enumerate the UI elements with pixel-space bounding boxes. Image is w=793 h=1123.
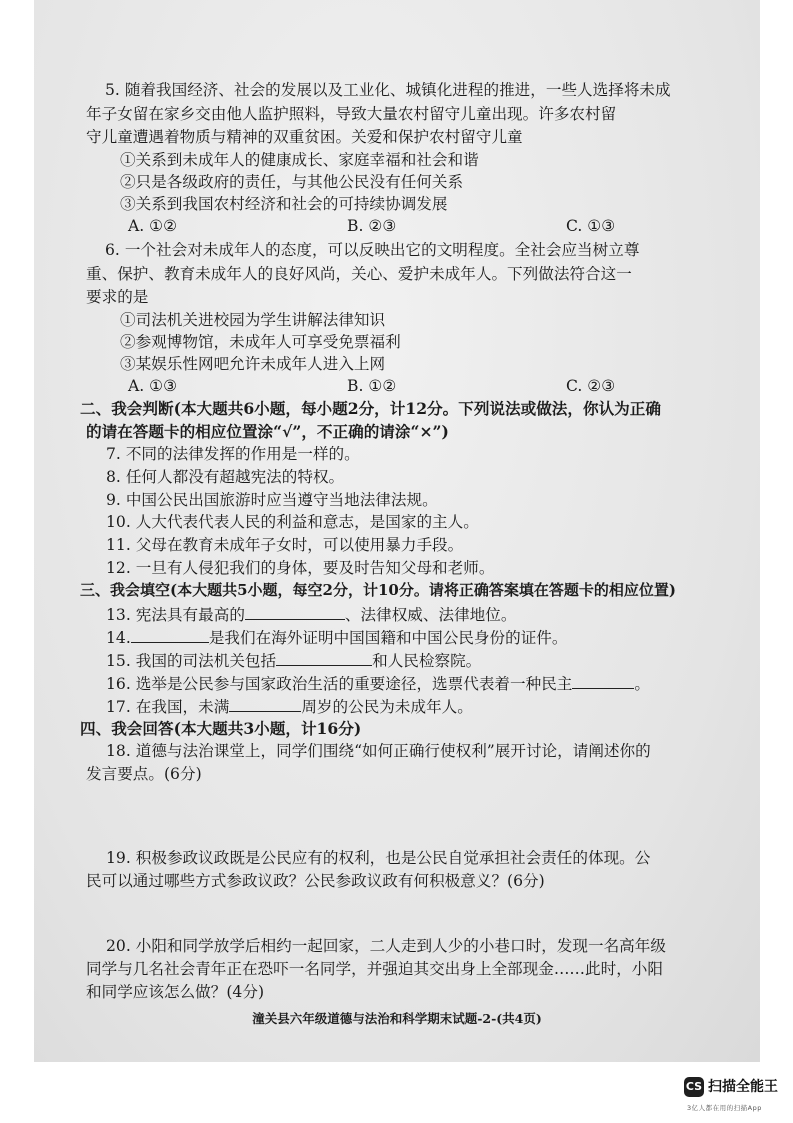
q5-stem-line-2: 年子女留在家乡交由他人监护照料，导致大量农村留守儿童出现。许多农村留: [86, 105, 617, 123]
q15-text-before: 15. 我国的司法机关包括: [106, 652, 277, 670]
section2-title-line-1: 二、我会判断(本大题共6小题，每小题2分，计12分。下列说法或做法，你认为正确: [80, 399, 661, 418]
q11: 11. 父母在教育未成年子女时，可以使用暴力手段。: [106, 536, 464, 554]
q14-blank[interactable]: [131, 626, 209, 643]
watermark-app-name: 扫描全能王: [708, 1079, 778, 1095]
q13-text-after: 、法律权威、法律地位。: [344, 606, 517, 624]
q6-stem-line-3: 要求的是: [86, 288, 149, 306]
q20-line-3: 和同学应该怎么做？(4分): [86, 983, 265, 1001]
q18-line-2: 发言要点。(6分): [86, 765, 202, 783]
q5-option-a: A. ①②: [128, 217, 178, 235]
q5-item-2: ②只是各级政府的责任，与其他公民没有任何关系: [120, 173, 464, 191]
q17: [106, 695, 473, 718]
q13: [106, 603, 516, 626]
q9: 9. 中国公民出国旅游时应当遵守当地法律法规。: [106, 491, 438, 509]
q6-stem-line-2: 重、保护、教育未成年人的良好风尚，关心、爱护未成年人。下列做法符合这一: [86, 265, 632, 283]
q20-line-1: 20. 小阳和同学放学后相约一起回家，二人走到人少的小巷口时，发现一名高年级: [106, 937, 666, 955]
q12: 12. 一旦有人侵犯我们的身体，要及时告知父母和老师。: [106, 559, 495, 577]
camscanner-logo-icon: CS: [684, 1077, 704, 1097]
q17-text-before: 17. 在我国，未满: [106, 698, 230, 716]
q14-text-before: 14.: [106, 629, 131, 647]
q19-line-2: 民可以通过哪些方式参政议政？公民参政议政有何积极意义？(6分): [86, 872, 545, 890]
q5-option-b: B. ②③: [347, 217, 397, 235]
q5-item-1: ①关系到未成年人的健康成长、家庭幸福和社会和谐: [120, 151, 479, 169]
q18-line-1: 18. 道德与法治课堂上，同学们围绕“如何正确行使权利”展开讨论，请阐述你的: [106, 742, 651, 760]
section3-title: 三、我会填空(本大题共5小题，每空2分，计10分。请将正确答案填在答题卡的相应位置): [80, 581, 676, 599]
page-footer: 潼关县六年级道德与法治和科学期末试题-2-(共4页): [252, 1011, 542, 1026]
q6-option-a: A. ①③: [128, 377, 178, 395]
q6-option-b: B. ①②: [347, 377, 397, 395]
q5-stem-line-3: 守儿童遭遇着物质与精神的双重贫困。关爱和保护农村留守儿童: [86, 128, 523, 146]
q8: 8. 任何人都没有超越宪法的特权。: [106, 468, 345, 486]
scanner-watermark: [684, 1076, 790, 1118]
q13-blank[interactable]: [245, 603, 345, 620]
q17-blank[interactable]: [229, 695, 301, 712]
q6-option-c: C. ②③: [566, 377, 616, 395]
q6-item-3: ③某娱乐性网吧允许未成年人进入上网: [120, 355, 386, 373]
q7: 7. 不同的法律发挥的作用是一样的。: [106, 445, 360, 463]
q16: [106, 672, 650, 695]
q16-text-after: 。: [634, 675, 650, 693]
q20-line-2: 同学与几名社会青年正在恐吓一名同学，并强迫其交出身上全部现金……此时，小阳: [86, 960, 663, 978]
q5-option-c: C. ①③: [566, 217, 616, 235]
q14-text-after: 是我们在海外证明中国国籍和中国公民身份的证件。: [208, 629, 568, 647]
q6-item-1: ①司法机关进校园为学生讲解法律知识: [120, 311, 386, 329]
q10: 10. 人大代表代表人民的利益和意志，是国家的主人。: [106, 513, 479, 531]
q17-text-after: 周岁的公民为未成年人。: [301, 698, 473, 716]
q16-blank[interactable]: [572, 672, 634, 689]
q15-blank[interactable]: [276, 649, 372, 666]
q5-item-3: ③关系到我国农村经济和社会的可持续协调发展: [120, 195, 448, 213]
q19-line-1: 19. 积极参政议政既是公民应有的权利，也是公民自觉承担社会责任的体现。公: [106, 849, 651, 867]
q6-stem-line-1: 6. 一个社会对未成年人的态度，可以反映出它的文明程度。全社会应当树立尊: [105, 241, 640, 259]
q16-text-before: 16. 选举是公民参与国家政治生活的重要途径，选票代表着一种民主: [106, 675, 573, 693]
section4-title: 四、我会回答(本大题共3小题，计16分): [80, 719, 362, 738]
q6-item-2: ②参观博物馆，未成年人可享受免票福利: [120, 333, 401, 351]
q15-text-after: 和人民检察院。: [372, 652, 482, 670]
q15: [106, 649, 481, 672]
q13-text-before: 13. 宪法具有最高的: [106, 606, 245, 624]
q5-stem-line-1: 5. 随着我国经济、社会的发展以及工业化、城镇化进程的推进，一些人选择将未成: [105, 81, 671, 99]
q14: [106, 626, 567, 649]
section2-title-line-2: 的请在答题卡的相应位置涂“√”，不正确的请涂“×”): [86, 422, 449, 441]
exam-page: [34, 0, 760, 1062]
watermark-tagline: 3亿人都在用的扫描App: [687, 1104, 762, 1112]
